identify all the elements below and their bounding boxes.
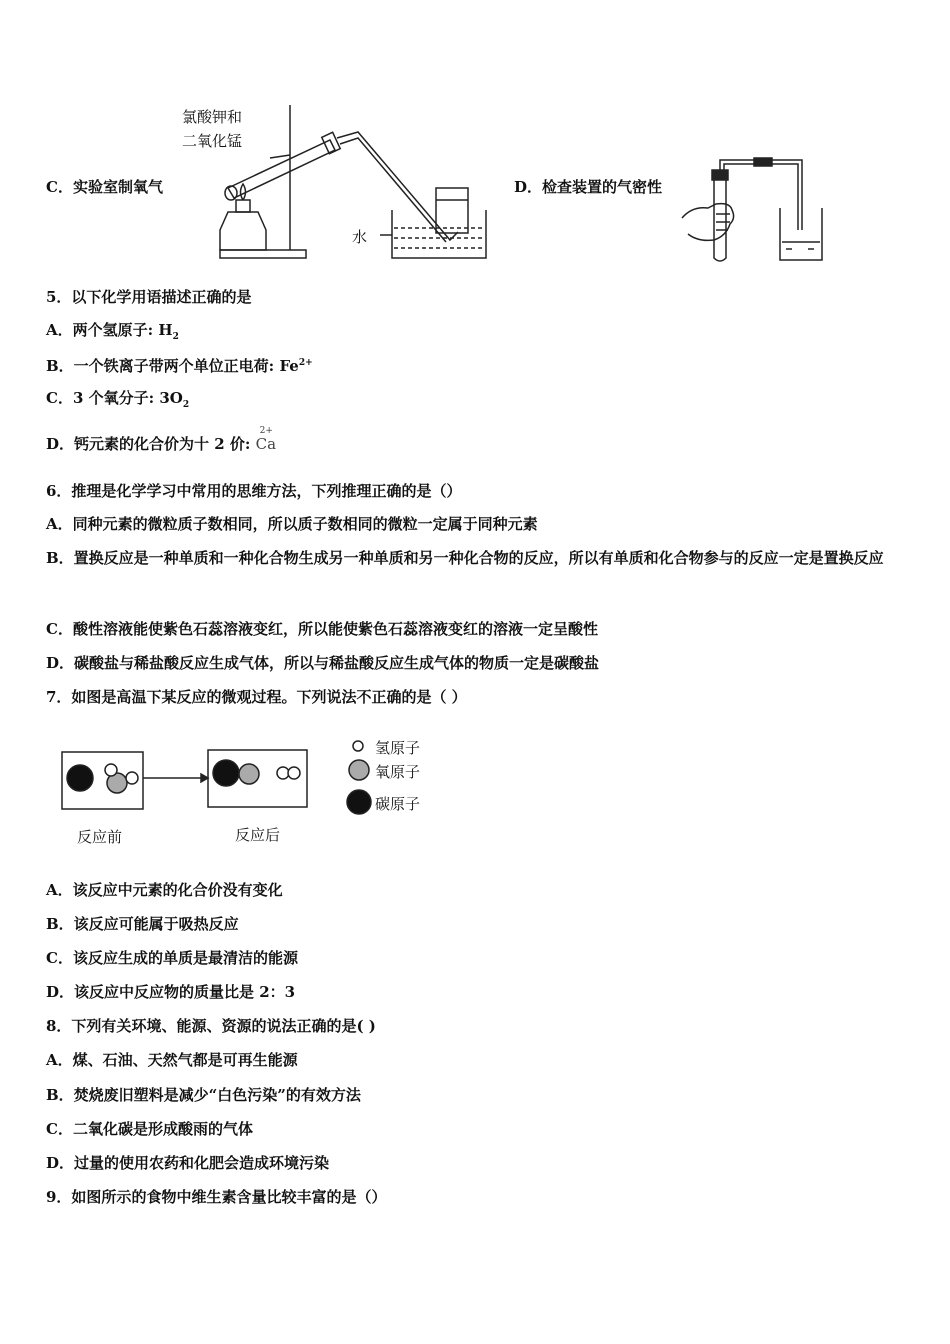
q5-b-superscript: 2+ bbox=[298, 358, 313, 368]
q8-stem: 8．下列有关环境、能源、资源的说法正确的是( ) bbox=[46, 1017, 376, 1035]
q9-stem: 9．如图所示的食物中维生素含量比较丰富的是（） bbox=[46, 1188, 387, 1206]
q5-d-text: D．钙元素的化合价为十 2 价: bbox=[46, 435, 256, 453]
q5-option-a bbox=[46, 320, 179, 347]
q8-option-d: D．过量的使用农药和化肥会造成环境污染 bbox=[46, 1154, 330, 1172]
q6-option-b: B．置换反应是一种单质和一种化合物生成另一种单质和另一种化合物的反应，所以有单质和化合物参与的反应一定是置换反应 bbox=[46, 549, 884, 567]
q7-option-a: A．该反应中元素的化合价没有变化 bbox=[46, 881, 283, 899]
q5-a-subscript: 2 bbox=[172, 332, 179, 342]
valence-notation bbox=[255, 426, 277, 454]
q6-option-c: C．酸性溶液能使紫色石蕊溶液变红，所以能使紫色石蕊溶液变红的溶液一定呈酸性 bbox=[46, 620, 598, 638]
apparatus-drawing bbox=[180, 100, 490, 265]
after-label: 反应后 bbox=[235, 826, 281, 844]
q5-c-text: C．3 个氧分子: 3O bbox=[46, 389, 183, 407]
q5-option-b bbox=[46, 353, 313, 376]
oxygen-apparatus-figure bbox=[180, 100, 490, 265]
q7-option-d: D．该反应中反应物的质量比是 2：3 bbox=[46, 983, 296, 1001]
reagent-label-1: 氯酸钾和 bbox=[182, 108, 243, 126]
q7-option-b: B．该反应可能属于吸热反应 bbox=[46, 915, 239, 933]
reagent-label-2: 二氧化锰 bbox=[182, 132, 243, 150]
valence-superscript: 2+ bbox=[259, 426, 273, 436]
q5-stem: 5．以下化学用语描述正确的是 bbox=[46, 288, 252, 306]
airtightness-figure bbox=[680, 150, 830, 265]
q7-stem: 7．如图是高温下某反应的微观过程。下列说法不正确的是（ ） bbox=[46, 688, 467, 706]
q5-a-text: A．两个氢原子: H bbox=[46, 321, 173, 339]
q5-option-d bbox=[46, 426, 277, 454]
legend-hydrogen: 氢原子 bbox=[375, 739, 421, 757]
q4-option-c: C．实验室制氧气 bbox=[46, 178, 163, 196]
legend-oxygen: 氧原子 bbox=[375, 763, 421, 781]
before-label: 反应前 bbox=[77, 828, 123, 846]
reaction-micro-figure bbox=[55, 730, 445, 860]
q6-option-d: D．碳酸盐与稀盐酸反应生成气体，所以与稀盐酸反应生成气体的物质一定是碳酸盐 bbox=[46, 654, 600, 672]
q8-option-a: A．煤、石油、天然气都是可再生能源 bbox=[46, 1051, 298, 1069]
q6-option-a: A．同种元素的微粒质子数相同，所以质子数相同的微粒一定属于同种元素 bbox=[46, 515, 538, 533]
q5-option-c bbox=[46, 388, 189, 415]
airtightness-drawing bbox=[680, 150, 830, 265]
legend-carbon: 碳原子 bbox=[375, 795, 421, 813]
q8-option-c: C．二氧化碳是形成酸雨的气体 bbox=[46, 1120, 253, 1138]
q5-b-text: B．一个铁离子带两个单位正电荷: Fe bbox=[46, 357, 299, 375]
calcium-symbol: Ca bbox=[255, 435, 277, 453]
water-label: 水 bbox=[352, 228, 368, 246]
q8-option-b: B．焚烧废旧塑料是减少“白色污染”的有效方法 bbox=[46, 1086, 361, 1104]
q7-option-c: C．该反应生成的单质是最清洁的能源 bbox=[46, 949, 298, 967]
q6-stem: 6．推理是化学学习中常用的思维方法，下列推理正确的是（） bbox=[46, 482, 462, 500]
q5-c-subscript: 2 bbox=[182, 400, 190, 410]
q4-option-d: D．检查装置的气密性 bbox=[514, 178, 663, 196]
